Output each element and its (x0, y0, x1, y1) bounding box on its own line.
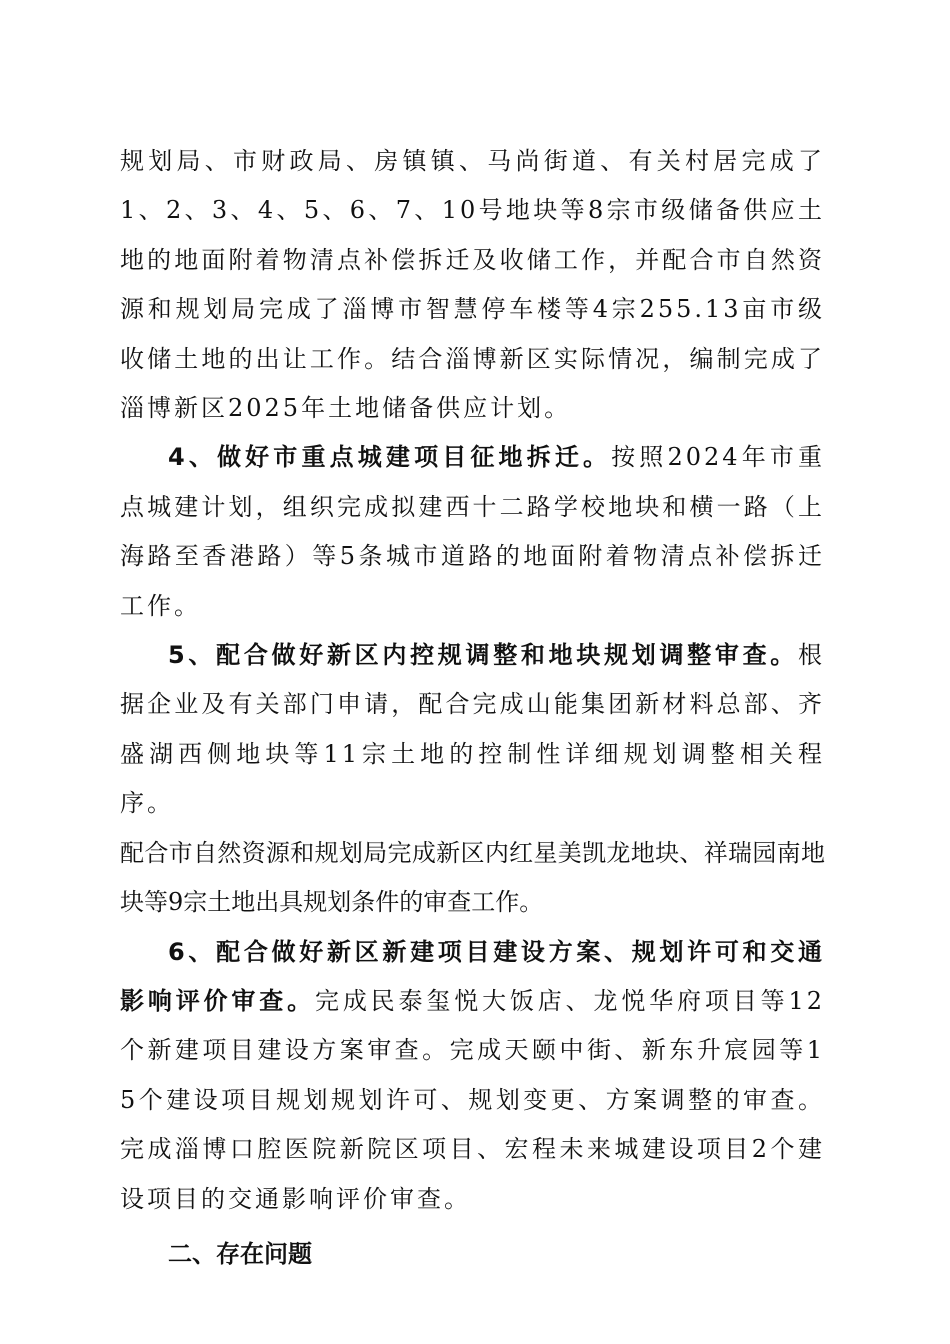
paragraph-lead: 6、配合做好新区新建项目建设方案、规划许可和交通影响评价审查。 (120, 937, 825, 1015)
paragraph-lead: 5、配合做好新区内控规调整和地块规划调整审查。 (168, 641, 798, 670)
paragraph-land-reserve (120, 137, 825, 433)
paragraph-body: 根据企业及有关部门申请，配合完成山能集团新材料总部、齐盛湖西侧地块等11宗土地的控制性详细规划调整相关程序。 (120, 641, 825, 818)
section-heading: 二、存在问题 (168, 1239, 312, 1268)
document-body (120, 137, 825, 1279)
paragraph-planning-conditions (120, 829, 825, 928)
paragraph-plan-adjustment (120, 631, 825, 829)
paragraph-construction-review (120, 928, 825, 1224)
paragraph-body: 按照2024年市重点城建计划，组织完成拟建西十二路学校地块和横一路（上海路至香港路）等5条城市道路的地面附着物清点补偿拆迁工作。 (120, 443, 826, 620)
paragraph-body: 规划局、市财政局、房镇镇、马尚街道、有关村居完成了1、2、3、4、5、6、7、10号地块等8宗市级储备供应土地的地面附着物清点补偿拆迁及收储工作，并配合市自然资源和规划局完成了淄博市智慧停车楼等4宗255.13亩市级收储土地的出让工作。结合淄博新区实际情况，编制完成了淄博新区2025年土地储备供应计划。 (120, 147, 825, 423)
paragraph-lead: 4、做好市重点城建项目征地拆迁。 (168, 443, 612, 472)
paragraph-body: 配合市自然资源和规划局完成新区内红星美凯龙地块、祥瑞园南地块等9宗土地出具规划条件的审查工作。 (120, 838, 825, 917)
paragraph-key-projects (120, 433, 825, 631)
paragraph-body: 完成民泰玺悦大饭店、龙悦华府项目等12个新建项目建设方案审查。完成天颐中街、新东升宸园等15个建设项目规划规划许可、规划变更、方案调整的审查。完成淄博口腔医院新院区项目、宏程未来城建设项目2个建设项目的交通影响评价审查。 (120, 986, 825, 1213)
